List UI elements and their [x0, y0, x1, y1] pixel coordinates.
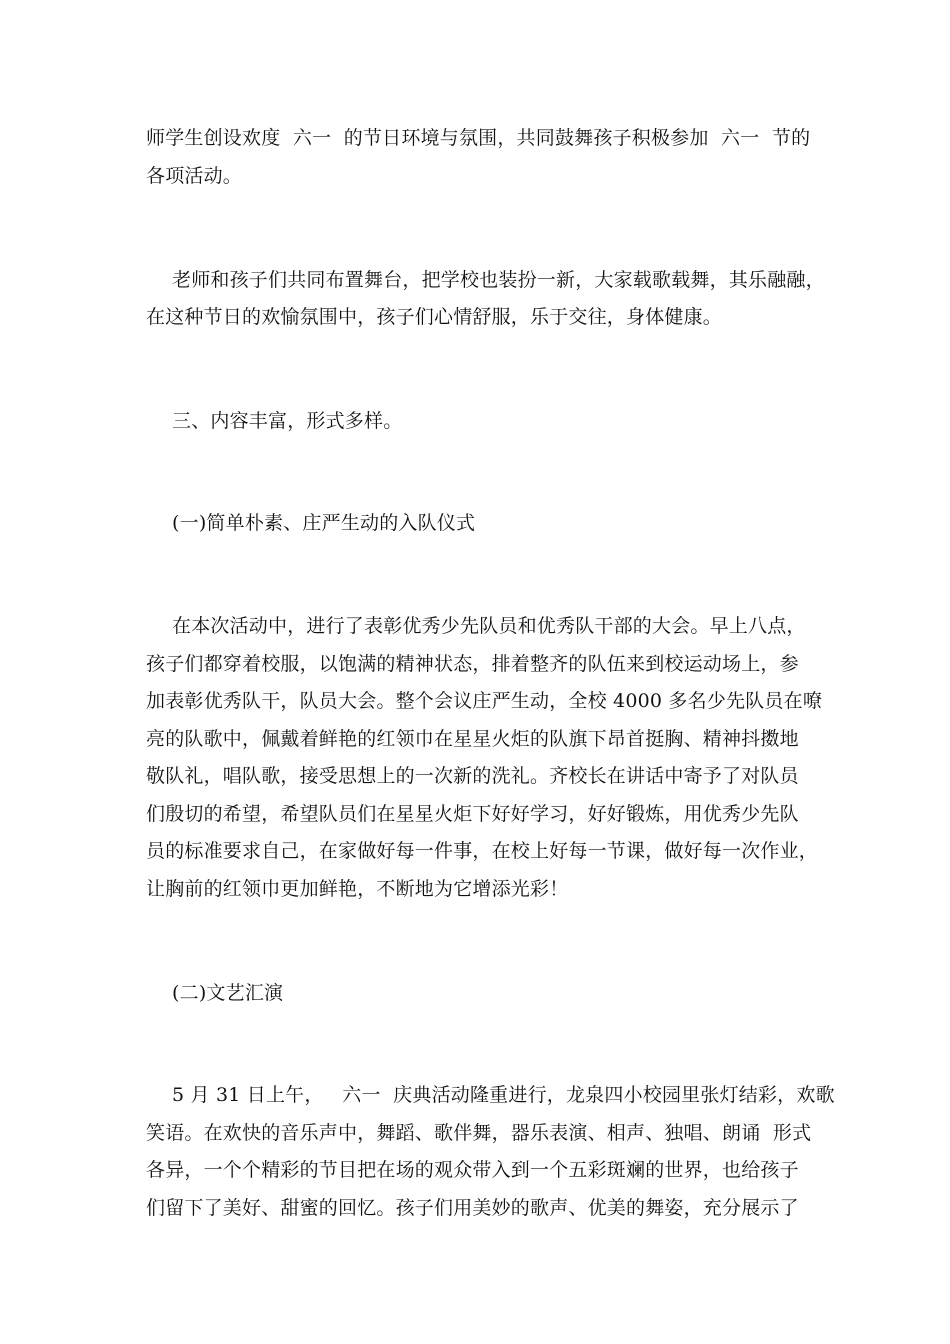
paragraph-line: 敬队礼，唱队歌，接受思想上的一次新的洗礼。齐校长在讲话中寄予了对队员 [146, 765, 799, 787]
paragraph-line: 亮的队歌中，佩戴着鲜艳的红领巾在星星火炬的队旗下昂首挺胸、精神抖擞地 [146, 728, 799, 750]
section-heading: 三、内容丰富，形式多样。 [172, 410, 403, 432]
paragraph-line: 加表彰优秀队干，队员大会。整个会议庄严生动，全校 4000 多名少先队员在嘹 [146, 690, 823, 712]
paragraph-line: 各项活动。 [146, 165, 243, 187]
paragraph-line: 孩子们都穿着校服，以饱满的精神状态，排着整齐的队伍来到校运动场上，参 [146, 653, 799, 675]
subsection-heading-2: (二)文艺汇演 [172, 982, 284, 1004]
paragraph-line: 各异，一个个精彩的节目把在场的观众带入到一个五彩斑斓的世界，也给孩子 [146, 1159, 799, 1181]
paragraph-line: 让胸前的红领巾更加鲜艳，不断地为它增添光彩！ [146, 878, 569, 900]
paragraph-line: 在本次活动中，进行了表彰优秀少先队员和优秀队干部的大会。早上八点， [172, 615, 806, 637]
paragraph-line: 老师和孩子们共同布置舞台，把学校也装扮一新，大家载歌载舞，其乐融融， [172, 269, 825, 291]
subsection-heading-1: (一)简单朴素、庄严生动的入队仪式 [172, 512, 476, 534]
paragraph-line: 在这种节日的欢愉氛围中，孩子们心情舒服，乐于交往，身体健康。 [146, 306, 723, 328]
paragraph-line: 笑语。在欢快的音乐声中，舞蹈、歌伴舞，器乐表演、相声、独唱、朗诵 形式 [146, 1122, 812, 1144]
paragraph-line: 5 月 31 日上午， 六一 庆典活动隆重进行，龙泉四小校园里张灯结彩，欢歌 [172, 1084, 835, 1106]
paragraph-line: 们留下了美好、甜蜜的回忆。孩子们用美妙的歌声、优美的舞姿，充分展示了 [146, 1197, 799, 1219]
paragraph-line: 员的标准要求自己，在家做好每一件事，在校上好每一节课，做好每一次作业， [146, 840, 819, 862]
paragraph-line: 们殷切的希望，希望队员们在星星火炬下好好学习，好好锻炼，用优秀少先队 [146, 803, 799, 825]
paragraph-line: 师学生创设欢度 六一 的节日环境与氛围，共同鼓舞孩子积极参加 六一 节的 [146, 127, 811, 149]
